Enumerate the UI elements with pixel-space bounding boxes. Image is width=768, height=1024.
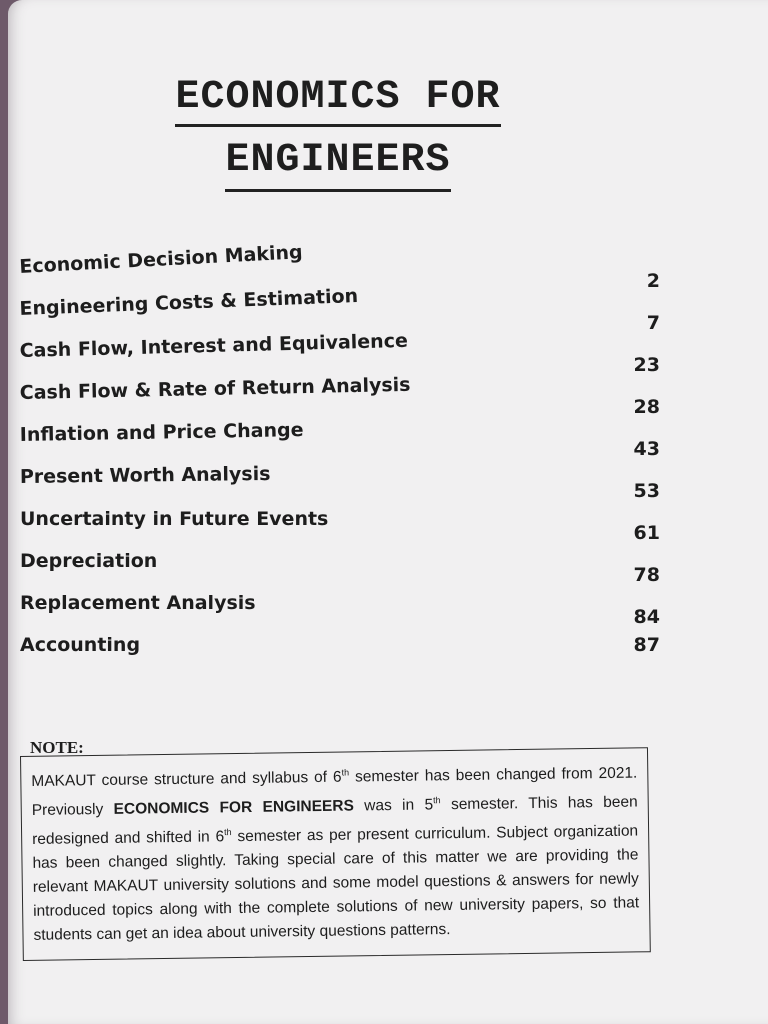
note-segment: MAKAUT course structure and syllabus of 6 [31, 768, 342, 790]
toc-chapter-title: Economic Decision Making [18, 241, 304, 278]
toc-item [19, 419, 660, 460]
toc-page-number: 7 [646, 312, 660, 334]
toc-page-number: 87 [633, 634, 660, 656]
title-line-2: ENGINEERS [225, 141, 450, 192]
toc-item [20, 634, 660, 668]
table-of-contents [8, 0, 768, 700]
toc-chapter-title: Present Worth Analysis [19, 462, 271, 488]
toc-chapter-title: Uncertainty in Future Events [20, 508, 329, 530]
toc-item [20, 508, 660, 542]
toc-chapter-title: Cash Flow, Interest and Equivalence [19, 329, 409, 362]
toc-item [20, 592, 660, 626]
note-heading: NOTE: [30, 738, 84, 757]
toc-page-number: 2 [646, 270, 660, 292]
toc-page-number: 28 [633, 396, 660, 418]
toc-chapter-title: Cash Flow & Rate of Return Analysis [19, 373, 411, 404]
note-segment: semester. This has been redesigned and shifted in 6 [32, 793, 638, 849]
book-page [8, 0, 768, 1024]
toc-page-number: 84 [633, 606, 660, 628]
toc-chapter-title: Engineering Costs & Estimation [19, 285, 359, 320]
note-segment: was in 5 [353, 796, 434, 815]
toc-chapter-title: Inflation and Price Change [19, 419, 304, 446]
note-superscript: th [341, 767, 350, 778]
note-text [31, 756, 640, 948]
toc-page-number: 78 [633, 564, 660, 586]
note-superscript: th [224, 827, 232, 838]
toc-item [19, 329, 660, 376]
note-box [20, 747, 651, 961]
note-book-title: ECONOMICS FOR ENGINEERS [113, 797, 354, 819]
title-line-1: ECONOMICS FOR [175, 78, 500, 127]
toc-item [19, 373, 660, 418]
toc-page-number: 43 [633, 438, 660, 460]
toc-page-number: 23 [633, 354, 660, 376]
toc-page-number: 53 [633, 480, 660, 502]
toc-page-number: 61 [633, 522, 660, 544]
note-superscript: th [433, 795, 441, 806]
toc-chapter-title: Replacement Analysis [20, 592, 256, 614]
toc-chapter-title: Accounting [20, 634, 141, 656]
note-segment: semester as per present curriculum. Subject organization has been changed slightly. Taking special care of this matter we are providing the relevant MAKAUT university solutions and some model questions & answers for newly introduced topics along with the complete solutions of new university papers, so that students can get an idea about university questions patterns. [32, 822, 640, 945]
toc-item [19, 462, 660, 502]
toc-item [20, 550, 660, 584]
note-segment: semester has been changed from 2021. Previously [31, 764, 638, 820]
toc-item [19, 285, 660, 334]
toc-chapter-title: Depreciation [20, 550, 158, 572]
